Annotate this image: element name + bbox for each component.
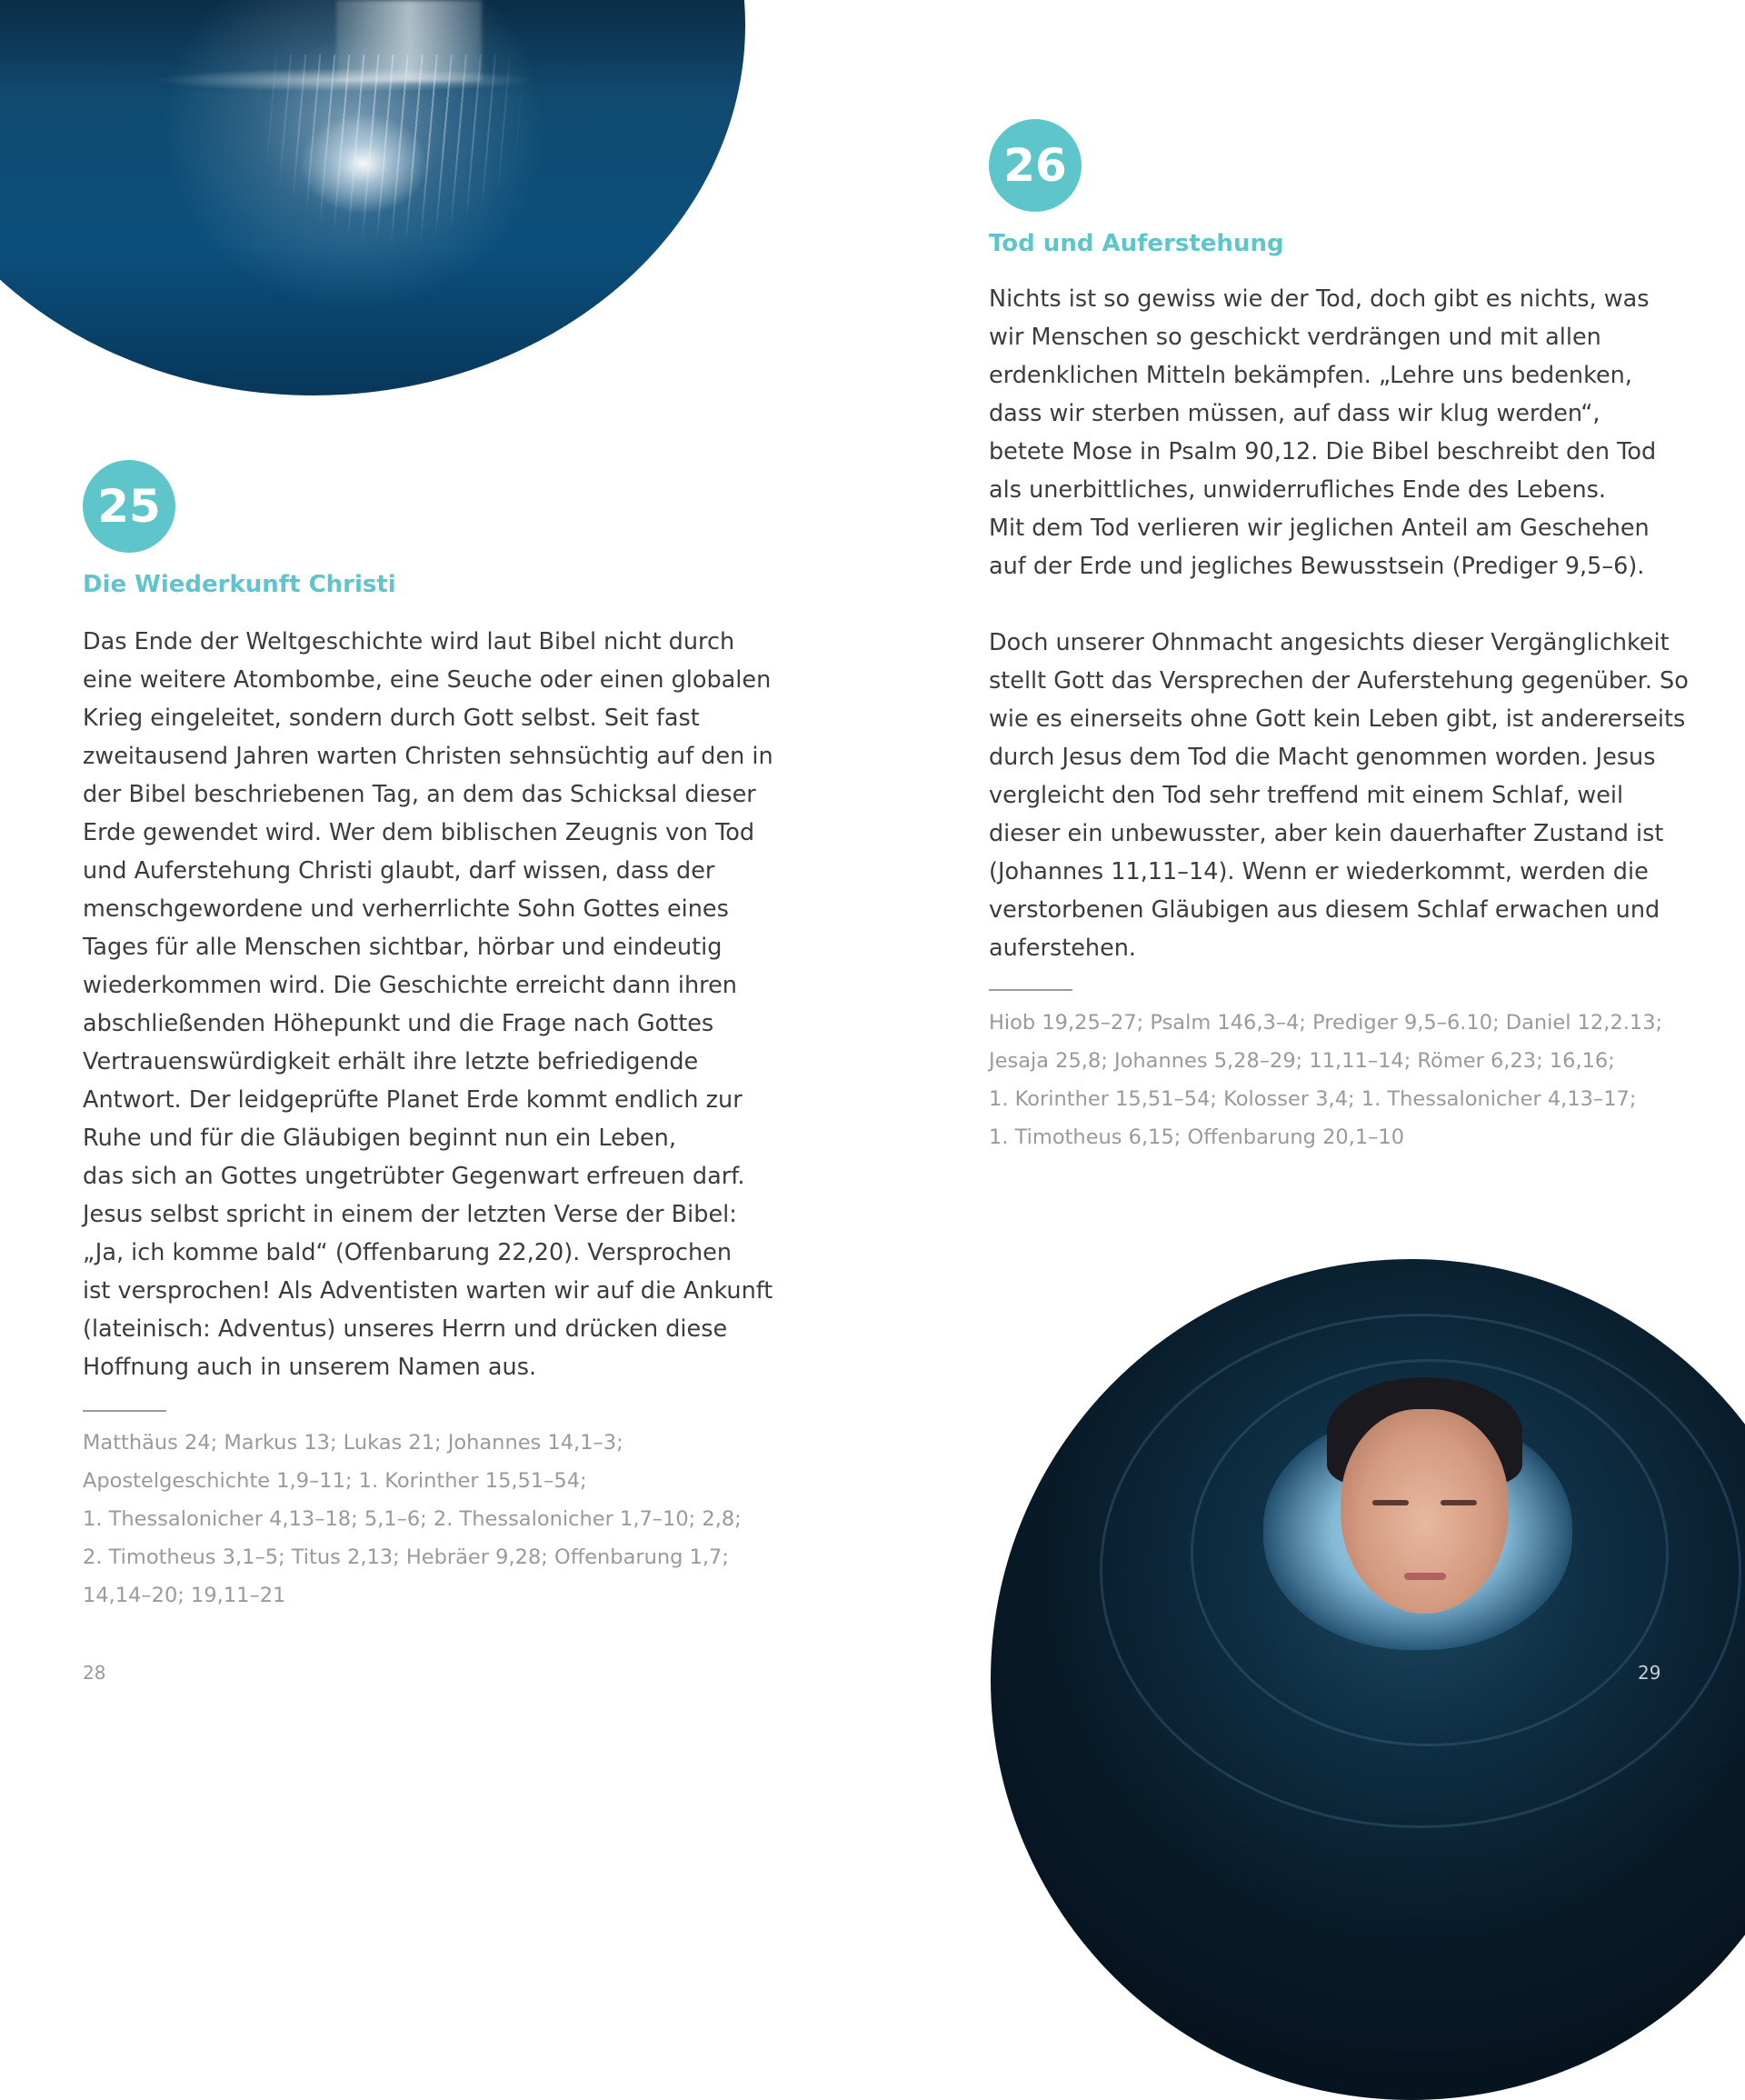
text-line: (Johannes 11,11–14). Wenn er wiederkommt, werden die [989, 858, 1649, 885]
text-line: Tages für alle Menschen sichtbar, hörbar und eindeutig [83, 934, 723, 961]
text-line: durch Jesus dem Tod die Macht genommen worden. Jesus [989, 744, 1656, 771]
text-line: Hiob 19,25–27; Psalm 146,3–4; Prediger 9,5–6.10; Daniel 12,2.13; [989, 1011, 1663, 1035]
chapter-number: 25 [97, 480, 161, 533]
chapter-body-25 [83, 623, 773, 1386]
bible-references-25 [83, 1424, 742, 1615]
text-line: wiederkommen wird. Die Geschichte erreicht dann ihren [83, 972, 737, 999]
references-divider [989, 989, 1072, 991]
text-line: Doch unserer Ohnmacht angesichts dieser Vergänglichkeit [989, 629, 1670, 656]
text-line: verstorbenen Gläubigen aus diesem Schlaf erwachen und [989, 896, 1660, 924]
text-line: abschließenden Höhepunkt und die Frage nach Gottes [83, 1010, 714, 1037]
text-line: Apostelgeschichte 1,9–11; 1. Korinther 15,51–54; [83, 1469, 587, 1493]
text-line: Erde gewendet wird. Wer dem biblischen Zeugnis von Tod [83, 819, 755, 846]
text-line: menschgewordene und verherrlichte Sohn Gottes eines [83, 895, 729, 923]
closed-eye [1441, 1500, 1477, 1505]
text-line: dass wir sterben müssen, auf dass wir klug werden“, [989, 400, 1600, 427]
text-line [989, 585, 1689, 624]
water-splash-photo [0, 0, 745, 395]
face [1341, 1409, 1509, 1614]
text-line: wie es einerseits ohne Gott kein Leben gibt, ist andererseits [989, 705, 1686, 733]
text-line: Vertrauenswürdigkeit erhält ihre letzte befriedigende [83, 1048, 699, 1075]
underwater-splash [254, 55, 527, 327]
text-line: 14,14–20; 19,11–21 [83, 1584, 286, 1607]
chapter-badge-26 [989, 119, 1082, 212]
text-line: Jesaja 25,8; Johannes 5,28–29; 11,11–14; Römer 6,23; 16,16; [989, 1049, 1615, 1073]
text-line: Matthäus 24; Markus 13; Lukas 21; Johannes 14,1–3; [83, 1431, 623, 1455]
text-line: betete Mose in Psalm 90,12. Die Bibel beschreibt den Tod [989, 438, 1657, 465]
text-line: wir Menschen so geschickt verdrängen und mit allen [989, 324, 1601, 351]
text-line: 1. Thessalonicher 4,13–18; 5,1–6; 2. Thessalonicher 1,7–10; 2,8; [83, 1507, 742, 1531]
closed-eye [1372, 1500, 1409, 1505]
text-line: stellt Gott das Versprechen der Auferstehung gegenüber. So [989, 667, 1689, 695]
text-line: Mit dem Tod verlieren wir jeglichen Anteil am Geschehen [989, 515, 1650, 542]
woman-in-water-photo [991, 1259, 1745, 2100]
text-line: das sich an Gottes ungetrübter Gegenwart erfreuen darf. [83, 1163, 745, 1190]
text-line: Krieg eingeleitet, sondern durch Gott selbst. Seit fast [83, 705, 700, 732]
chapter-badge-25 [83, 460, 175, 553]
text-line: (lateinisch: Adventus) unseres Herrn und drücken diese [83, 1315, 728, 1343]
text-line: Antwort. Der leidgeprüfte Planet Erde kommt endlich zur [83, 1086, 743, 1114]
text-line: Jesus selbst spricht in einem der letzten Verse der Bibel: [83, 1201, 737, 1228]
page-number-right: 29 [1638, 1662, 1661, 1684]
text-line: dieser ein unbewusster, aber kein dauerhafter Zustand ist [989, 820, 1664, 847]
mouth [1404, 1573, 1446, 1580]
text-line: ist versprochen! Als Adventisten warten wir auf die Ankunft [83, 1277, 773, 1305]
text-line: vergleicht den Tod sehr treffend mit einem Schlaf, weil [989, 782, 1624, 809]
page-number-left: 28 [83, 1662, 106, 1684]
text-line: „Ja, ich komme bald“ (Offenbarung 22,20). Versprochen [83, 1239, 733, 1266]
text-line: Hoffnung auch in unserem Namen aus. [83, 1354, 537, 1381]
text-line: der Bibel beschriebenen Tag, an dem das Schicksal dieser [83, 781, 756, 808]
chapter-title-25: Die Wiederkunft Christi [83, 571, 396, 598]
text-line: als unerbittliches, unwiderrufliches Ende des Lebens. [989, 476, 1607, 504]
text-line: auferstehen. [989, 935, 1137, 962]
chapter-title-26: Tod und Auferstehung [989, 230, 1284, 257]
text-line: Ruhe und für die Gläubigen beginnt nun ein Leben, [83, 1125, 676, 1152]
text-line: 2. Timotheus 3,1–5; Titus 2,13; Hebräer 9,28; Offenbarung 1,7; [83, 1545, 729, 1569]
chapter-body-26 [989, 280, 1689, 967]
text-line: Nichts ist so gewiss wie der Tod, doch gibt es nichts, was [989, 285, 1650, 313]
bible-references-26 [989, 1004, 1662, 1156]
text-line: zweitausend Jahren warten Christen sehnsüchtig auf den in [83, 743, 773, 770]
text-line: eine weitere Atombombe, eine Seuche oder einen globalen [83, 666, 772, 694]
text-line: 1. Timotheus 6,15; Offenbarung 20,1–10 [989, 1125, 1405, 1149]
text-line: auf der Erde und jegliches Bewusstsein (Prediger 9,5–6). [989, 553, 1645, 580]
text-line: Das Ende der Weltgeschichte wird laut Bibel nicht durch [83, 628, 735, 655]
text-line: 1. Korinther 15,51–54; Kolosser 3,4; 1. Thessalonicher 4,13–17; [989, 1087, 1637, 1111]
chapter-number: 26 [1003, 139, 1067, 192]
text-line: und Auferstehung Christi glaubt, darf wissen, dass der [83, 857, 715, 885]
text-line: erdenklichen Mitteln bekämpfen. „Lehre uns bedenken, [989, 362, 1632, 389]
references-divider [83, 1410, 166, 1412]
